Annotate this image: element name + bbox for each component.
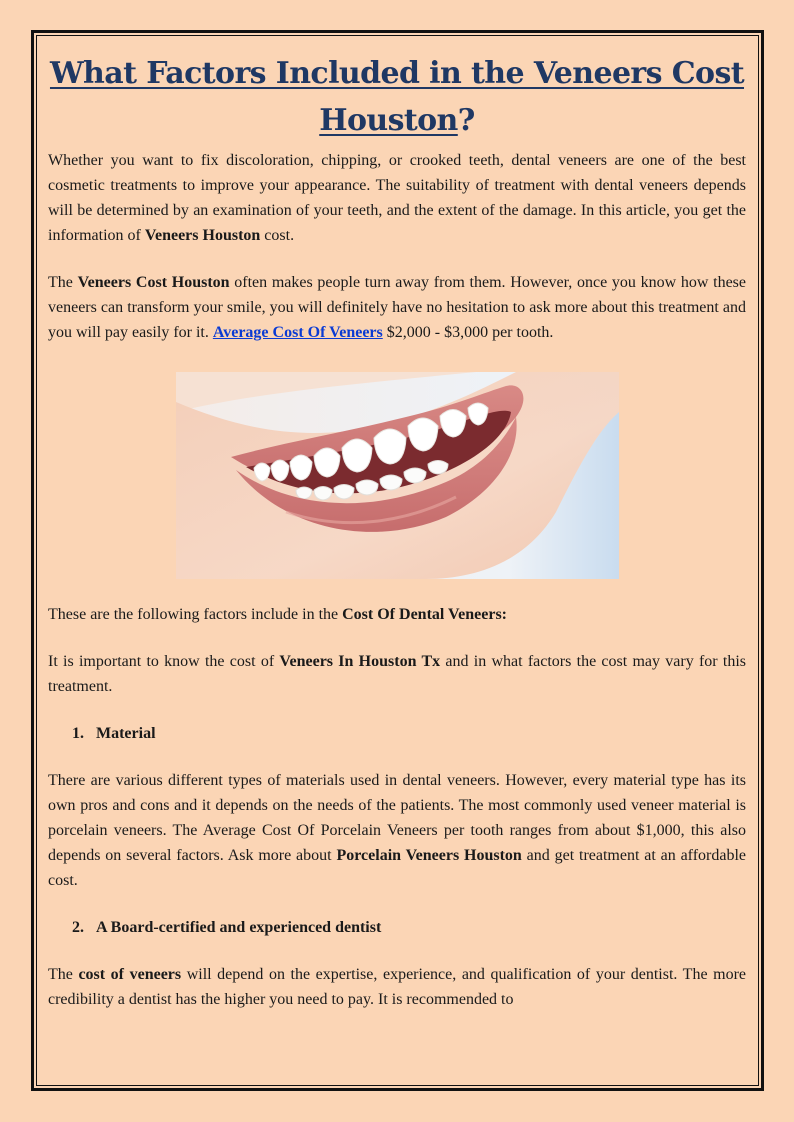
cost-paragraph — [48, 270, 746, 345]
spacer — [48, 699, 746, 721]
importance-end: and in what factors the cost may vary for this treatment. — [48, 653, 747, 695]
spacer — [48, 345, 746, 358]
intro-end: cost. — [260, 227, 295, 244]
list-item-dentist — [72, 915, 746, 940]
page-title — [48, 50, 746, 144]
dentist-start: The — [48, 966, 79, 983]
dentist-end: will depend on the expertise, experience, and qualification of your dentist. The more credibility a dentist has the higher you need to pay. It is recommended to — [48, 966, 747, 1008]
dentist-paragraph — [48, 962, 746, 1012]
intro-bold-term: Veneers Houston — [144, 227, 261, 244]
factors-intro — [48, 602, 746, 627]
title-question-mark: ? — [457, 103, 475, 138]
intro-paragraph — [48, 148, 746, 248]
list-label: A Board-certified and experienced dentist — [96, 919, 382, 936]
importance-start: It is important to know the cost of — [48, 653, 280, 670]
factors-intro-bold: Cost Of Dental Veneers: — [342, 606, 507, 623]
cost-end: $2,000 - $3,000 per tooth. — [382, 324, 554, 341]
list-label: Material — [96, 725, 156, 742]
document-body — [48, 50, 746, 1012]
material-end: and get treatment at an affordable cost. — [48, 847, 747, 889]
dentist-bold: cost of veneers — [78, 966, 182, 983]
smile-teeth-image — [176, 372, 619, 579]
spacer — [48, 627, 746, 649]
title-word-houston: Houston — [319, 103, 458, 138]
spacer — [48, 248, 746, 270]
list-item-material — [72, 721, 746, 746]
list-number: 2. — [72, 919, 84, 936]
list-number: 1. — [72, 725, 84, 742]
material-start: There are various different types of materials used in dental veneers. However, every material type has its own pros and cons and it depends on the needs of the patients. The most commonly used veneer material is porcelain veneers. The Average Cost Of Porcelain Veneers per tooth ranges from about $1,000, this also depends on several factors. Ask more about — [48, 772, 746, 864]
spacer — [48, 893, 746, 915]
factors-intro-text: These are the following factors include in the — [48, 606, 343, 623]
spacer — [48, 579, 746, 602]
title-line-1: What Factors Included in the Veneers Cost — [49, 56, 745, 91]
importance-paragraph — [48, 649, 746, 699]
cost-mid: often makes people turn away from them. However, once you know how these veneers can transform your smile, you will definitely have no hesitation to ask more about this treatment and you will pay easily for it. — [48, 274, 746, 341]
cost-bold-term: Veneers Cost Houston — [77, 274, 230, 291]
material-paragraph — [48, 768, 746, 893]
importance-bold: Veneers In Houston Tx — [279, 653, 441, 670]
intro-text: Whether you want to fix discoloration, chipping, or crooked teeth, dental veneers are one of the best cosmetic treatments to improve your appearance. The suitability of treatment with dental veneers depends will be determined by an examination of your teeth, and the extent of the damage. In this article, you get the information of — [48, 152, 746, 244]
spacer — [48, 940, 746, 962]
cost-start: The — [48, 274, 78, 291]
spacer — [48, 746, 746, 768]
average-cost-link[interactable]: Average Cost Of Veneers — [212, 324, 383, 341]
material-bold: Porcelain Veneers Houston — [336, 847, 522, 864]
